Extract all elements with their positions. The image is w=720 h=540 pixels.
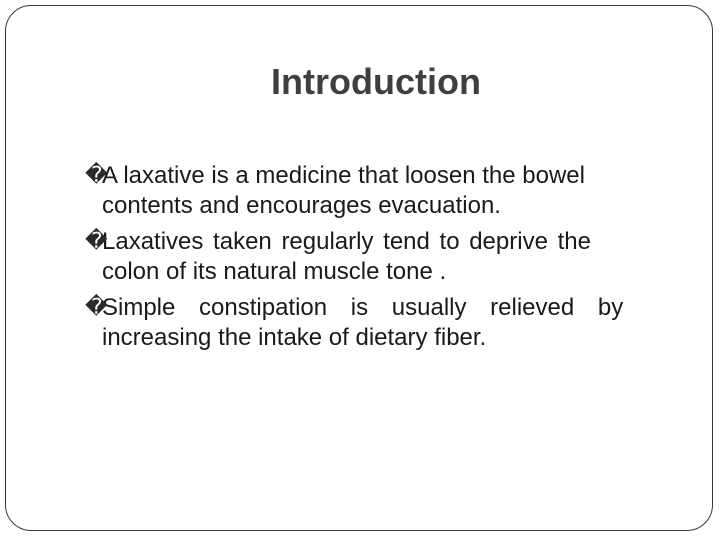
bullet-item [85,293,669,353]
bullet-line: contents and encourages evacuation. [102,192,501,219]
bullet-line: increasing the intake of dietary fiber. [102,324,487,351]
bullet-item [85,161,669,221]
bullet-line: Simple constipation is usually relieved by [102,294,624,321]
bullet-line: colon of its natural muscle tone . [102,258,447,285]
bullet-marker-icon: � [85,229,108,254]
bullet-marker-icon: � [85,163,108,188]
bullet-item [85,227,669,287]
slide-title: Introduction [271,61,481,102]
bullet-list [85,161,669,359]
bullet-marker-icon: � [85,295,108,320]
bullet-line: A laxative is a medicine that loosen the bowel [102,162,585,189]
bullet-line: Laxatives taken regularly tend to deprive the [102,228,591,255]
